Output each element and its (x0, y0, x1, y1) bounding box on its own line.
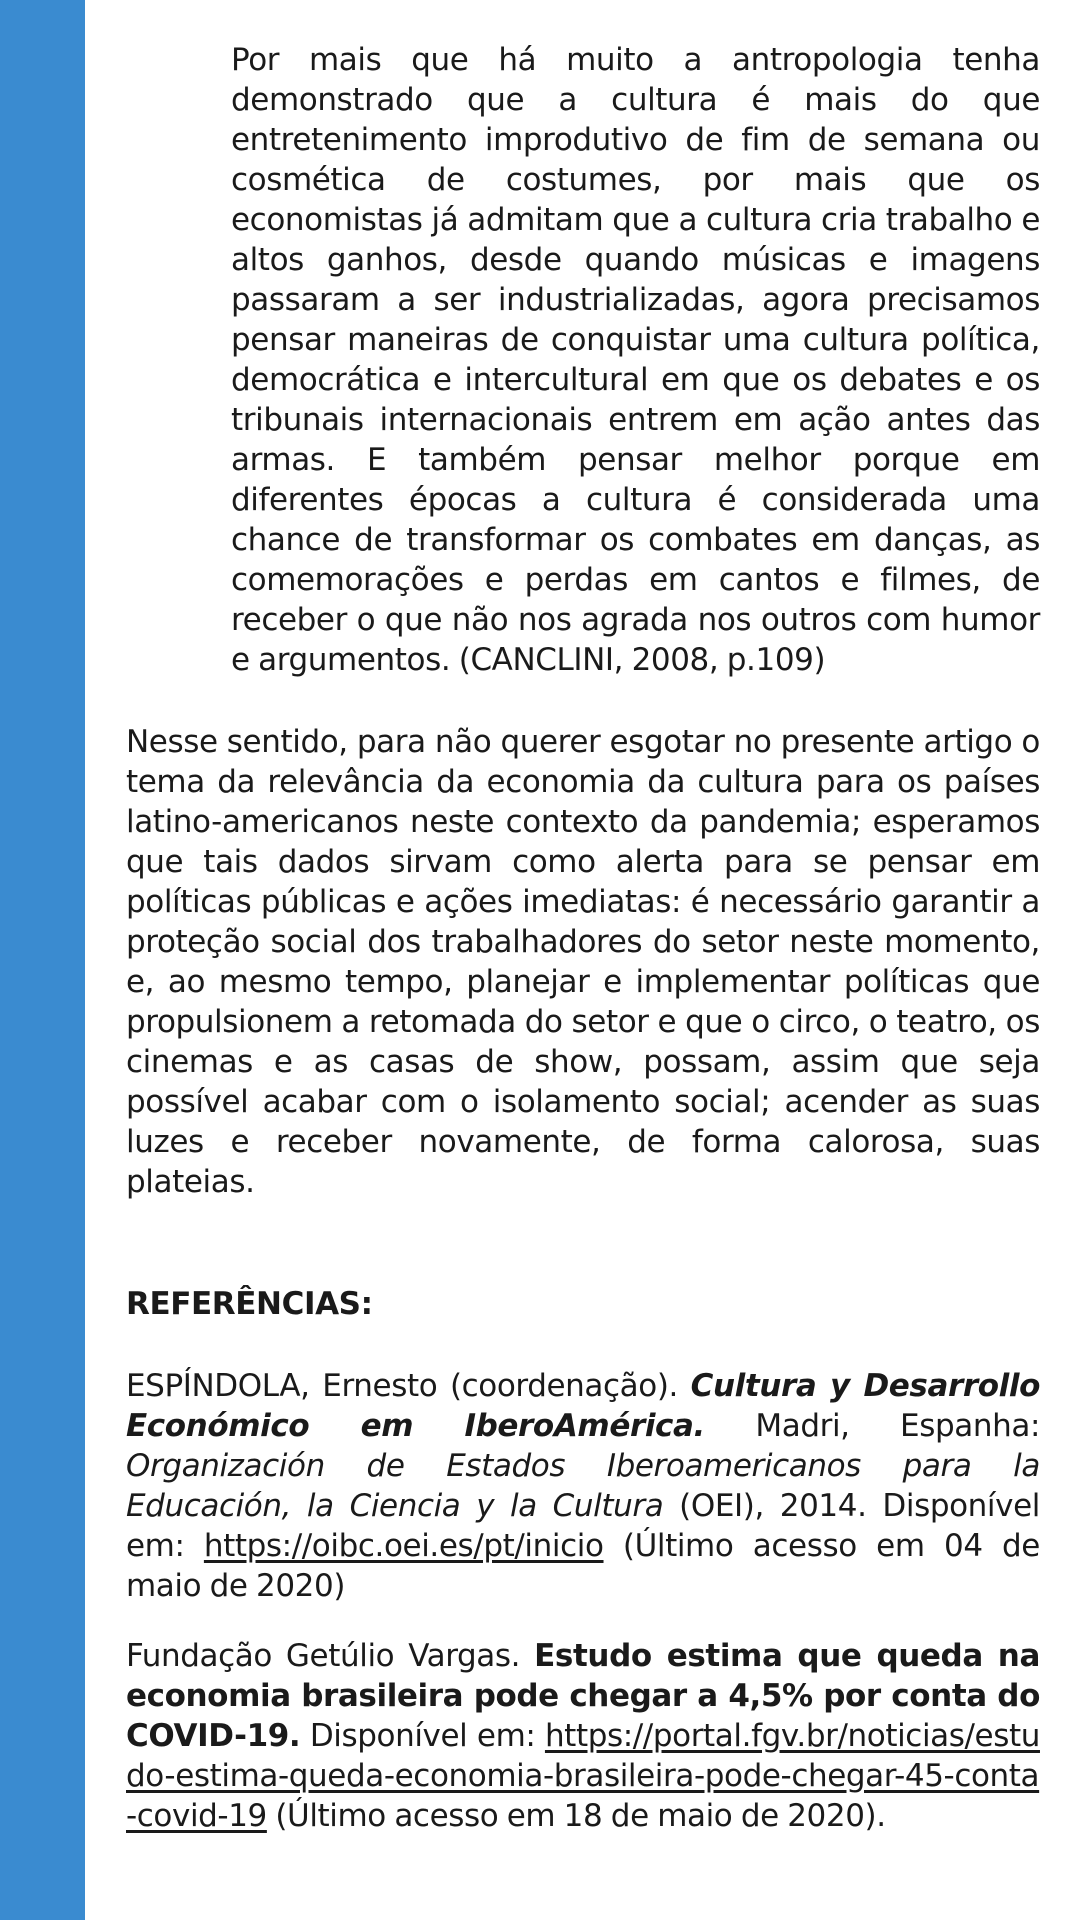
reference-place: Madri, Espanha: (755, 1408, 1040, 1444)
reference-author: Fundação Getúlio Vargas. (126, 1638, 521, 1674)
reference-access: (Último acesso em 04 de maio de 2020) (126, 1528, 1040, 1604)
reference-title: Cultura y Desarrollo Económico em IberoAmérica. (126, 1368, 1040, 1444)
blue-side-bar (0, 0, 85, 1920)
reference-link[interactable]: https://portal.fgv.br/noticias/estudo-estima-queda-economia-brasileira-pode-chegar-45-conta-covid-19 (126, 1718, 1040, 1834)
reference-title: Estudo estima que queda na economia brasileira pode chegar a 4,5% por conta do COVID-19. (126, 1638, 1040, 1754)
reference-access: (Último acesso em 18 de maio de 2020). (275, 1798, 886, 1834)
reference-item (126, 1636, 1040, 1836)
block-quote: Por mais que há muito a antropologia tenha demonstrado que a cultura é mais do que entretenimento improdutivo de fim de semana ou cosmética de costumes, por mais que os economistas já admitam que a cultura cria trabalho e altos ganhos, desde quando músicas e imagens passaram a ser industrializadas, agora precisamos pensar maneiras de conquistar uma cultura política, democrática e intercultural em que os debates e os tribunais internacionais entrem em ação antes das armas. E também pensar melhor porque em diferentes épocas a cultura é considerada uma chance de transformar os combates em danças, as comemorações e perdas em cantos e filmes, de receber o que não nos agrada nos outros com humor e argumentos. (CANCLINI, 2008, p.109) (231, 42, 1040, 678)
body-paragraph: Nesse sentido, para não querer esgotar no presente artigo o tema da relevância da economia da cultura para os países latino-americanos neste contexto da pandemia; esperamos que tais dados sirvam como alerta para se pensar em políticas públicas e ações imediatas: é necessário garantir a proteção social dos trabalhadores do setor neste momento, e, ao mesmo tempo, planejar e implementar políticas que propulsionem a retomada do setor e que o circo, o teatro, os cinemas e as casas de show, possam, assim que seja possível acabar com o isolamento social; acender as suas luzes e receber novamente, de forma calorosa, suas plateias. (126, 724, 1040, 1200)
page-content (126, 40, 1040, 1836)
references-heading: REFERÊNCIAS: (126, 1286, 373, 1322)
reference-publisher: Organización de Estados Iberoamericanos para la Educación, la Ciencia y la Cultura (126, 1448, 1040, 1524)
reference-link[interactable]: https://oibc.oei.es/pt/inicio (203, 1528, 604, 1564)
reference-item (126, 1366, 1040, 1606)
reference-author: ESPÍNDOLA, Ernesto (coordenação). (126, 1368, 678, 1404)
reference-publisher-suffix: (OEI), 2014. (679, 1488, 867, 1524)
reference-available-label: Disponível em: (126, 1488, 1040, 1564)
reference-available-label: Disponível em: (309, 1718, 536, 1754)
